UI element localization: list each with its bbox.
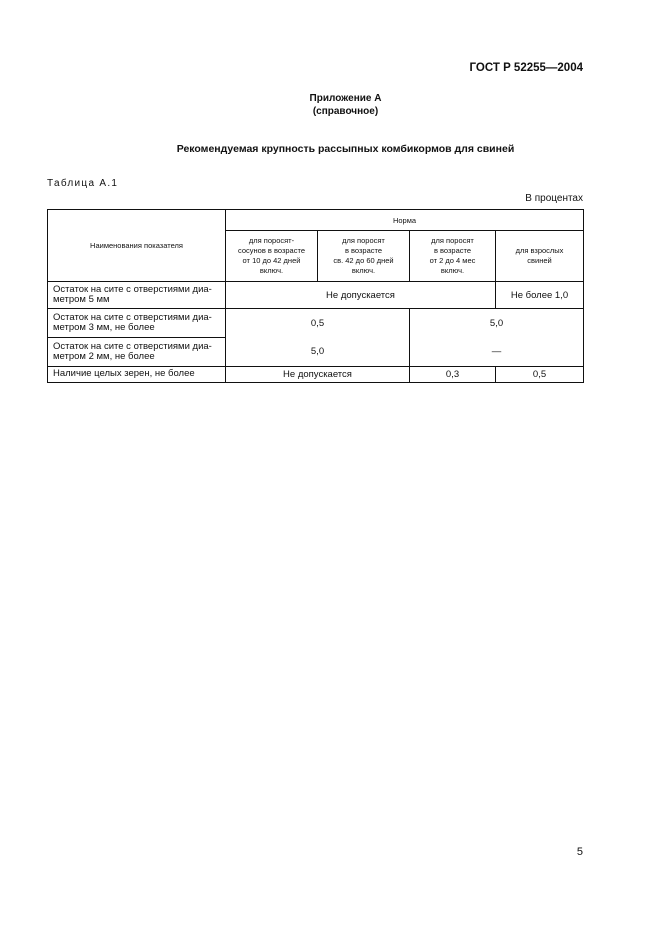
page-number: 5 <box>576 846 583 858</box>
row-name-whole-grains <box>48 367 226 383</box>
header-line: включ. <box>440 266 465 275</box>
header-col-adult-pigs <box>496 231 584 282</box>
row-name-line: метром 5 мм <box>53 294 110 305</box>
row-name-sieve-2mm <box>48 338 226 367</box>
header-norm: Норма <box>226 210 584 231</box>
appendix-subtitle: (справочное) <box>312 106 379 117</box>
cell-value: 0,5 <box>496 367 584 383</box>
row-name-sieve-3mm <box>48 309 226 338</box>
table-units: В процентах <box>525 193 583 204</box>
row-name-line: Остаток на сите с отверстиями диа- <box>53 311 212 323</box>
row-name-line: метром 2 мм, не более <box>53 351 155 362</box>
table-label: Таблица А.1 <box>47 178 119 189</box>
cell-value: 0,3 <box>410 367 496 383</box>
header-line: включ. <box>351 266 376 275</box>
cell-value: Не допускается <box>226 282 496 309</box>
table-row <box>48 282 584 309</box>
cell-value: 0,5 <box>226 309 410 338</box>
header-line: в возрасте <box>344 246 383 255</box>
cell-value: Не допускается <box>226 367 410 383</box>
row-name-line: Остаток на сите с отверстиями диа- <box>53 283 212 295</box>
row-name-line: Наличие целых зерен, не более <box>53 368 195 380</box>
header-line: от 10 до 42 дней <box>242 256 301 265</box>
header-line: в возрасте <box>433 246 472 255</box>
table-row <box>48 338 584 367</box>
header-col-piglets-suckling <box>226 231 318 282</box>
table-row <box>48 309 584 338</box>
header-line: от 2 до 4 мес <box>429 256 476 265</box>
requirements-table <box>47 209 584 383</box>
cell-value: 5,0 <box>410 309 584 338</box>
document-title <box>0 143 661 155</box>
header-line: для поросят <box>342 236 385 245</box>
header-line: для взрослых <box>515 246 564 255</box>
header-line: включ. <box>259 266 284 275</box>
header-line: сосунов в возрасте <box>238 246 305 255</box>
row-name-line: метром 3 мм, не более <box>53 322 155 333</box>
row-name-line: Остаток на сите с отверстиями диа- <box>53 340 212 352</box>
header-indicator-name: Наименования показателя <box>48 210 226 282</box>
appendix-title: Приложение А <box>309 93 382 104</box>
document-title-text: Рекомендуемая крупность рассыпных комбикормов для свиней <box>176 143 515 155</box>
cell-value: — <box>410 338 584 367</box>
header-line: для поросят- <box>248 236 295 245</box>
cell-value: 5,0 <box>226 338 410 367</box>
table-row <box>48 367 584 383</box>
header-line: для поросят <box>431 236 474 245</box>
appendix-heading <box>0 92 661 118</box>
header-col-piglets-2-4-months <box>410 231 496 282</box>
row-name-sieve-5mm <box>48 282 226 309</box>
header-col-piglets-42-60 <box>318 231 410 282</box>
document-code: ГОСТ Р 52255—2004 <box>469 62 583 74</box>
cell-value: Не более 1,0 <box>496 282 584 309</box>
header-line: свиней <box>527 256 552 265</box>
header-line: св. 42 до 60 дней <box>333 256 394 265</box>
